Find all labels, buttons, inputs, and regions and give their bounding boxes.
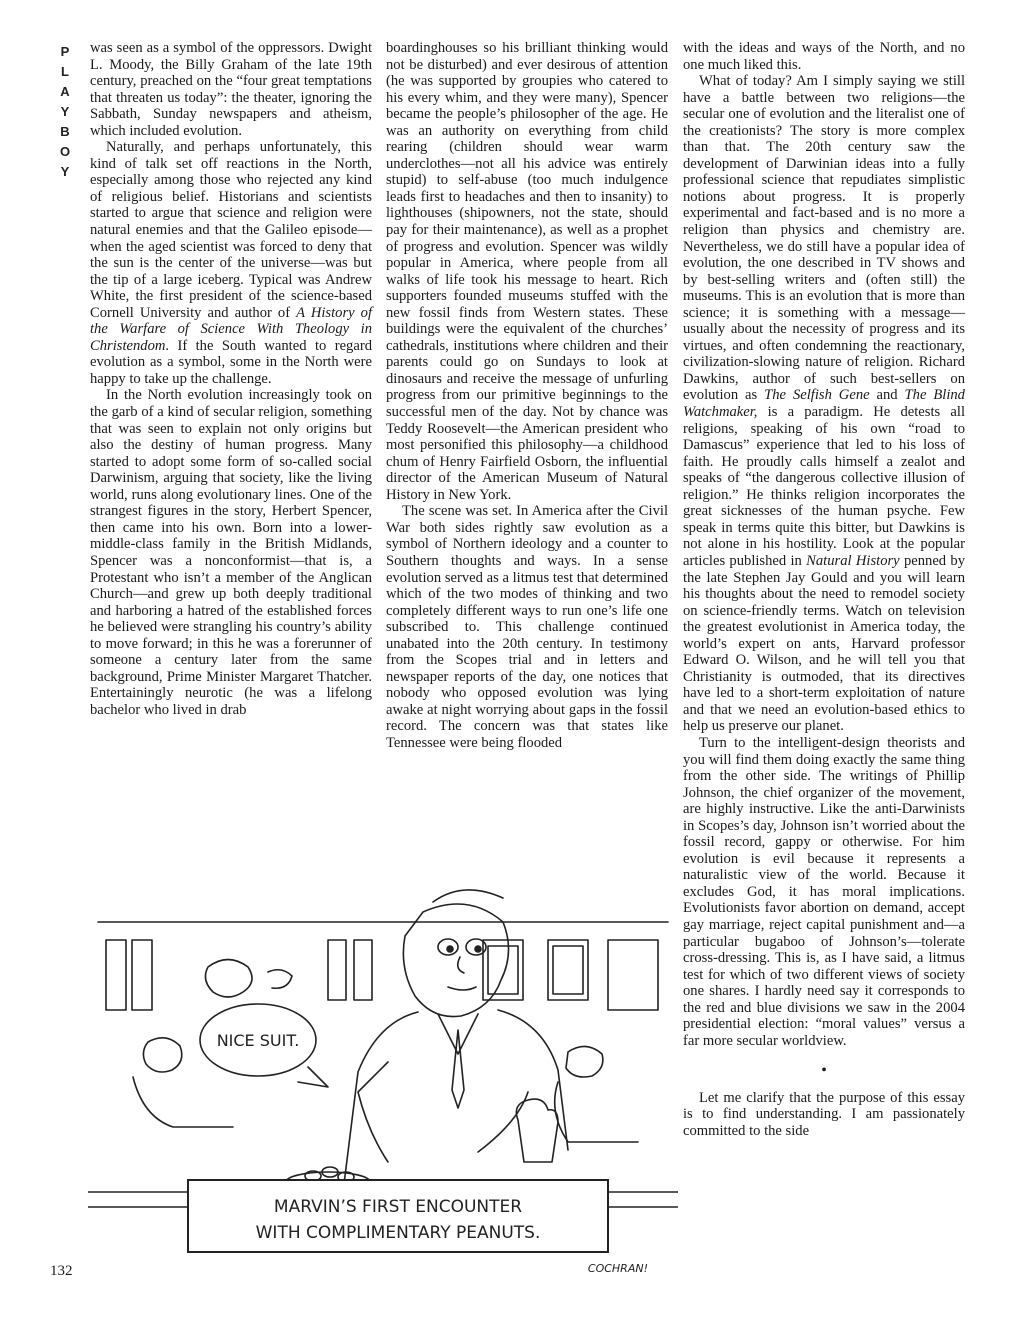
paragraph-text: What of today? Am I simply saying we still have a battle between two religions—the secular one of evolution and the literalist one of the creationists? The story is more complex than that. The 20th century saw the development of Darwinian ideas into a fully professional science that repudiates simplistic notions about progress. It is properly experimental and fact-based and is no more a religion than physics and chemistry are. Nevertheless, we do still have a popular idea of evolution, the one described in TV shows and by best-selling writers and (often still) the museums. This is an evolution that is more than science; it is something with a message—usually about the necessity of progress and its virtues, and often condemning the reactionary, civilization-slowing nature of religion. Richard Dawkins, author of such best-sellers on evolution as xyxy=(683,73,965,404)
paragraph: The scene was set. In America after the Civil War both sides rightly saw evolution as a symbol of Northern ideology and a counter to Southern thoughts and ways. In a sense evolution served as a litmus test that determined which of the two modes of thinking and two completely different ways to run one’s life one subscribed to. This challenge continued unabated into the 20th century. In testimony from the Scopes trial and in letters and newspaper reports of the day, one notices that nobody who opposed evolution was lying awake at night worrying about gaps in the fossil record. The concern was that states like Tennessee were being flooded xyxy=(386,503,668,751)
side-label-letter: B xyxy=(60,124,70,139)
paragraph xyxy=(683,73,965,735)
paragraph: Let me clarify that the purpose of this essay is to find understanding. I am passionately committed to the side xyxy=(683,1089,965,1139)
paragraph-text: is a paradigm. He detests all religions, speaking of his own “road to Damascus” experience that led to his loss of faith. He proudly calls himself a zealot and speaks of “the dangerous collective illusion of religion.” He thinks religion incorporates the great sicknesses of the human psyche. Few speak in terms quite this bitter, but Dawkins is not alone in his hostility. Look at the popular articles published in xyxy=(683,404,965,569)
caption-line-2: WITH COMPLIMENTARY PEANUTS. xyxy=(255,1223,541,1243)
cartoon-drawing xyxy=(88,862,678,1282)
page-number: 132 xyxy=(50,1263,73,1279)
paragraph: In the North evolution increasingly took on the garb of a kind of secular religion, something that was seen to explain not only origins but also the destiny of human progress. Many started to adopt some form of so-called social Darwinism, arguing that society, like the living world, runs along evolutionary lines. One of the strangest figures in the story, Herbert Spencer, then came into his own. Born into a lower-middle-class family in the British Midlands, Spencer was a nonconformist—that is, a Protestant who isn’t a member of the Anglican Church—and grew up both deeply traditional and harboring a hatred of the established forces he believed were strangling his country’s ability to move forward; in this he was a forerunner of someone a century later from the same background, Prime Minister Margaret Thatcher. Entertainingly neurotic (he was a lifelong bachelor who lived in drab xyxy=(90,387,372,718)
article-column-2 xyxy=(386,40,668,752)
side-label-letter: L xyxy=(61,64,69,79)
side-label-letter: Y xyxy=(60,164,70,179)
paragraph: with the ideas and ways of the North, and no one much liked this. xyxy=(683,40,965,73)
article-column-3 xyxy=(683,40,965,1140)
paragraph: boardinghouses so his brilliant thinking would not be disturbed) and ever desirous of attention (he was supported by groupies who catered to his every whim, and they were many), Spencer became the people’s philosopher of the age. He was an authority on everything from child rearing (children should wear warm underclothes—not all his advice was entirely stupid) to self-abuse (too much indulgence leads first to headaches and then to insanity) to lighthouses (shipowners, not the state, should pay for their maintenance), as well as a prophet of progress and evolution. Spencer was wildly popular in America, where people from all walks of life took his message to heart. Rich supporters founded museums stuffed with the new fossil finds from Western states. These buildings were the equivalent of the churches’ cathedrals, institutions where children and their parents could go on Sundays to look at dinosaurs and receive the message of unfurling progress from our primitive beginnings to the successful men of the day. Not by chance was Teddy Roosevelt—the American president who most personified this philosophy—a childhood chum of Henry Fairfield Osborn, the influential director of the American Museum of Natural History in New York. xyxy=(386,40,668,503)
paragraph-text: penned by the late Stephen Jay Gould and you will learn his thoughts about the need to remodel society on science-friendly terms. Watch on television the greatest evolutionist in America today, the world’s expert on ants, Harvard professor Edward O. Wilson, and he will tell you that Christianity is outmoded, that its directives have led to a short-term exploitation of nature and that we need an evolution-based ethics to help us preserve our planet. xyxy=(683,552,965,735)
magazine-side-label xyxy=(54,42,76,182)
magazine-title: Natural History xyxy=(806,552,900,569)
cartoonist-signature: COCHRAN! xyxy=(587,1262,648,1275)
section-divider: • xyxy=(821,1062,827,1080)
paragraph: was seen as a symbol of the oppressors. Dwight L. Moody, the Billy Graham of the late 19th century, preached on the “four great temptations that threaten us today”: the theater, ignoring the Sabbath, Sunday newspapers and atheism, which included evolution. xyxy=(90,40,372,139)
book-title: A History of the Warfare of Science With Theology in Christendom xyxy=(90,304,372,354)
side-label-letter: Y xyxy=(60,104,70,119)
caption-line-1: MARVIN’S FIRST ENCOUNTER xyxy=(273,1197,523,1217)
paragraph-text: Naturally, and perhaps unfortunately, this kind of talk set off reactions in the North, especially among those who rejected any kind of religious belief. Historians and scientists started to argue that science and religion were natural enemies and that the Galileo episode—when the aged scientist was forced to deny that the sun is the center of the universe—was but the tip of a large iceberg. Typical was Andrew White, the first president of the science-based Cornell University and author of xyxy=(90,139,372,321)
side-label-letter: O xyxy=(59,144,71,159)
book-title: The Selfish Gene xyxy=(764,387,870,404)
book-title: The Blind Watchmaker, xyxy=(683,387,965,421)
side-label-letter: P xyxy=(60,44,70,59)
article-column-1 xyxy=(90,40,372,718)
paragraph-text: and xyxy=(869,387,905,404)
cartoon xyxy=(88,862,678,1282)
speech-bubble-text: NICE SUIT. xyxy=(216,1031,300,1050)
side-label-letter: A xyxy=(60,84,70,99)
paragraph: Turn to the intelligent-design theorists and you will find them doing exactly the same thing from the other side. The writings of Phillip Johnson, the chief organizer of the movement, are highly instructive. Like the anti-Darwinists in Scopes’s day, Johnson isn’t worried about the fossil record, gappy or otherwise. For him evolution is evil because it represents a naturalistic view of the world. Because it excludes God, it has moral implications. Evolutionists favor abortion on demand, accept gay marriage, reject capital punishment and—a particular bugaboo of Johnson’s—tolerate cross-dressing. This is, as I have said, a litmus test for which of two different views of society one shares. I hardly need say it corresponds to the red and blue divisions we saw in the 2004 presidential election: “moral values” versus a far more secular worldview. xyxy=(683,734,965,1049)
paragraph xyxy=(90,139,372,387)
paragraph-text: . If the South wanted to regard evolution as a symbol, some in the North were happy to take up the challenge. xyxy=(90,337,372,387)
